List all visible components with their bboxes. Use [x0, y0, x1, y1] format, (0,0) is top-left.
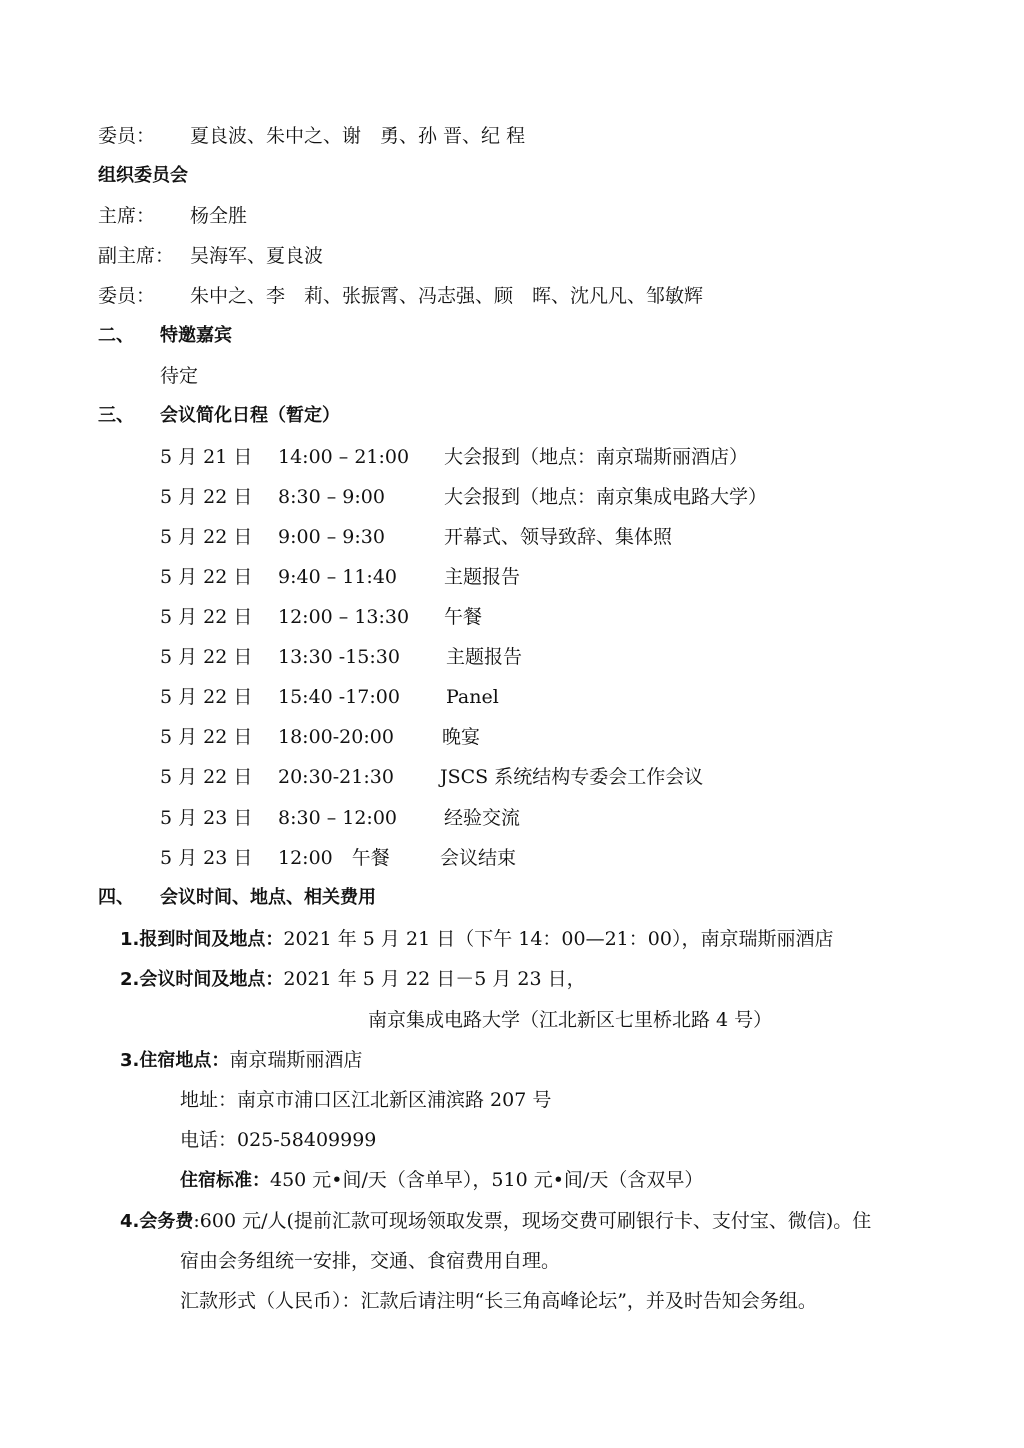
schedule-time: 12:00 – 13:30: [278, 606, 410, 628]
schedule-date: 5 月 22 日: [160, 486, 253, 508]
remittance-note: 汇款形式（人民币）：汇款后请注明“长三角高峰论坛”，并及时告知会务组。: [180, 1290, 817, 1312]
schedule-event: 经验交流: [444, 807, 521, 829]
schedule-event: 主题报告: [446, 646, 523, 668]
schedule-date: 5 月 22 日: [160, 526, 253, 548]
schedule-time: 20:30-21:30: [278, 766, 394, 788]
item2-label: 2.会议时间及地点：: [120, 969, 284, 990]
lodging-standard-text: 450 元•间/天（含单早），510 元•间/天（含双早）: [270, 1169, 704, 1191]
committee-members-label: 委员：: [98, 125, 156, 147]
schedule-date: 5 月 22 日: [160, 726, 253, 748]
vice-chair-names: 吴海军、夏良波: [190, 245, 324, 267]
committee-members: 夏良波、朱中之、谢 勇、孙 晋、纪 程: [190, 125, 526, 147]
item3-label: 3.住宿地点：: [120, 1050, 230, 1071]
vice-chair-label: 副主席：: [98, 245, 175, 267]
hotel-address: 地址：南京市浦口区江北新区浦滨路 207 号: [180, 1089, 552, 1111]
item3: [120, 1048, 362, 1073]
schedule-date: 5 月 22 日: [160, 606, 253, 628]
section2-number: 二、: [98, 325, 134, 346]
item1: [120, 927, 833, 952]
schedule-event: 晚宴: [442, 726, 481, 748]
chair-name: 杨全胜: [190, 205, 248, 227]
item2-venue: 南京集成电路大学（江北新区七里桥北路 4 号）: [368, 1009, 773, 1031]
item4: [120, 1209, 871, 1234]
schedule-date: 5 月 22 日: [160, 646, 253, 668]
hotel-phone: 电话：025-58409999: [180, 1129, 377, 1151]
schedule-event: 主题报告: [444, 566, 521, 588]
schedule-time: 8:30 – 12:00: [278, 807, 398, 829]
item1-text: 2021 年 5 月 21 日（下午 14：00—21：00），南京瑞斯丽酒店: [283, 928, 834, 950]
schedule-event: 大会报到（地点：南京集成电路大学）: [444, 486, 768, 508]
item2: [120, 967, 586, 992]
schedule-event: 午餐: [444, 606, 483, 628]
schedule-event: 会议结束: [440, 847, 517, 869]
lodging-standard-label: 住宿标准：: [180, 1170, 270, 1191]
schedule-date: 5 月 21 日: [160, 446, 253, 468]
schedule-time: 18:00-20:00: [278, 726, 394, 748]
schedule-time: 13:30 -15:30: [278, 646, 400, 668]
schedule-time: 14:00 – 21:00: [278, 446, 410, 468]
schedule-date: 5 月 22 日: [160, 686, 253, 708]
item4-text-continued: 宿由会务组统一安排，交通、食宿费用自理。: [180, 1250, 561, 1272]
section2-title: 特邀嘉宾: [160, 325, 232, 346]
schedule-time: 9:40 – 11:40: [278, 566, 398, 588]
schedule-time: 12:00 午餐: [278, 847, 390, 869]
section4-number: 四、: [98, 887, 134, 908]
item3-text: 南京瑞斯丽酒店: [229, 1049, 363, 1071]
organizing-members-label: 委员：: [98, 285, 156, 307]
schedule-date: 5 月 23 日: [160, 807, 253, 829]
schedule-date: 5 月 23 日: [160, 847, 253, 869]
lodging-standard: [180, 1168, 703, 1193]
section3-number: 三、: [98, 405, 134, 426]
organizing-heading: 组织委员会: [98, 165, 188, 186]
schedule-date: 5 月 22 日: [160, 566, 253, 588]
schedule-event: JSCS 系统结构专委会工作会议: [440, 766, 704, 788]
item4-text: :600 元/人(提前汇款可现场领取发票，现场交费可刷银行卡、支付宝、微信)。住: [193, 1210, 872, 1232]
schedule-time: 9:00 – 9:30: [278, 526, 385, 548]
schedule-time: 8:30 – 9:00: [278, 486, 385, 508]
item4-label: 4.会务费: [120, 1211, 194, 1232]
section2-body: 待定: [160, 365, 199, 387]
schedule-event: 大会报到（地点：南京瑞斯丽酒店）: [444, 446, 749, 468]
organizing-members: 朱中之、李 莉、张振霄、冯志强、顾 晖、沈凡凡、邹敏辉: [190, 285, 704, 307]
item1-label: 1.报到时间及地点：: [120, 929, 284, 950]
schedule-event: 开幕式、领导致辞、集体照: [444, 526, 673, 548]
section4-title: 会议时间、地点、相关费用: [160, 887, 376, 908]
schedule-time: 15:40 -17:00: [278, 686, 400, 708]
chair-label: 主席：: [98, 205, 156, 227]
section3-title: 会议简化日程（暂定）: [160, 405, 340, 426]
item2-text: 2021 年 5 月 22 日－5 月 23 日，: [283, 968, 586, 990]
schedule-event: Panel: [446, 686, 499, 708]
schedule-date: 5 月 22 日: [160, 766, 253, 788]
